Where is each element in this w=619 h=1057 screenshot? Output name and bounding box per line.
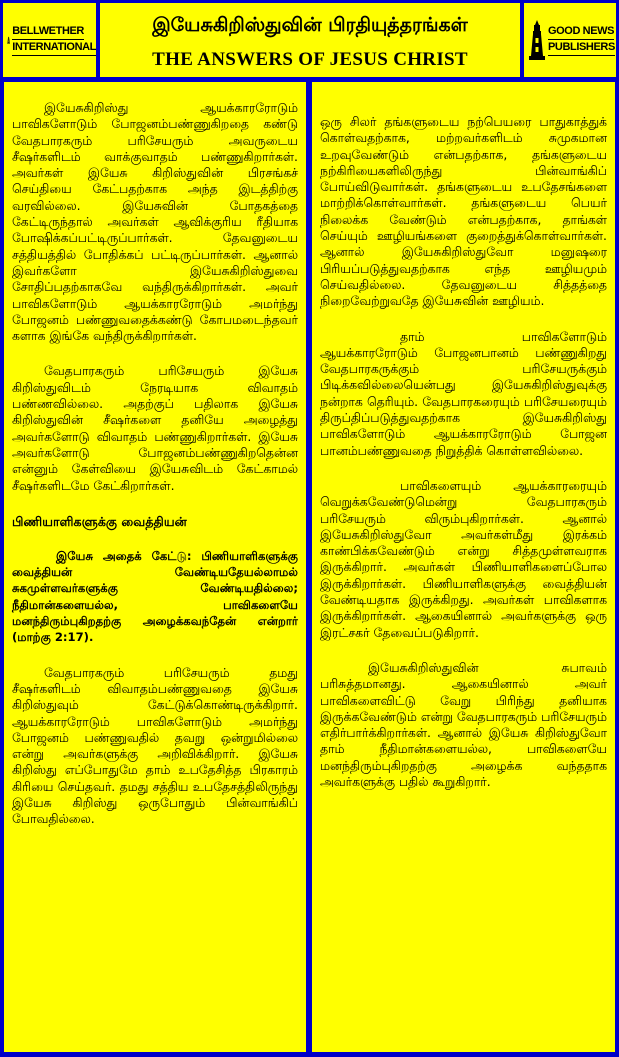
right-column — [312, 82, 615, 1052]
good-news-line2: PUBLISHERS — [548, 40, 615, 56]
paragraph: வேதபாரகரும் பரிசேயரும் இயேசு கிறிஸ்துவிடம் நேரடியாக விவாதம் பண்ணவில்லை. அதற்குப் பதிலாக இயேசு கிறிஸ்துவின் சீஷர்களை தனியே அழைத்து அவர்களோடு விவாதம் பண்ணுகிறார்கள். இயேசு அவர்களோடு போஜனம்பண்ணுகிறதென்ன என்னும் கேள்வியை இயேசுவிடம் கேட்காமல் சீஷர்களிடமே கேட்கிறார்கள். — [12, 363, 298, 493]
tower-icon — [528, 20, 546, 60]
left-column — [4, 82, 306, 1052]
page-title-english: THE ANSWERS OF JESUS CHRIST — [152, 49, 468, 70]
paragraph: இயேசுகிறிஸ்து ஆயக்காரரோடும் பாவிகளோடும் போஜனம்பண்ணுகிறதை கண்டு வேதபாரகரும் பரிசேயரும் அவருடைய சீஷர்களிடம் வாக்குவாதம் பண்ணுகிறார்கள். அவர்கள் இயேசு கிறிஸ்துவின் பிரசங்கச் செய்தியை கேட்பதற்காக அந்த இடத்திற்கு வரவில்லை. இயேசுவின் போதகத்தை கேட்டிருந்தால் அவர்கள் ஆவிக்குரிய ரீதியாக போஷிக்கப்பட்டிருப்பார்கள். தேவனுடைய சத்தியத்தில் போதிக்கப் பட்டிருப்பார்கள். ஆனால் இவர்களோ இயேசுகிறிஸ்துவை சோதிப்பதற்காகவே வந்திருக்கிறார்கள். அவர் பாவிகளோடும் ஆயக்காரரோடும் அமர்ந்து போஜனம் பண்ணுவதைக்கண்டு கோபமடைந்தவர் களாக இங்கே வந்திருக்கிறார்கள். — [12, 100, 298, 344]
paragraph: இயேசுகிறிஸ்துவின் சுபாவம் பரிசுத்தமானது. ஆகையினால் அவர் பாவிகளைவிட்டு வேறு பிரிந்து தனியாக இருக்கவேண்டும் என்று வேதபாரகரும் பரிசேயரும் எதிர்பார்க்கிறார்கள். ஆனால் இயேசு கிறிஸ்துவோ தாம் நீதிமான்களையல்ல, பாவிகளையே மனந்திரும்புகிறதற்கு அழைக்க வந்ததாக அவர்களுக்கு பதில் கூறுகிறார். — [320, 659, 607, 789]
paragraph: வேதபாரகரும் பரிசேயரும் தமது சீஷர்களிடம் விவாதம்பண்ணுவதை இயேசு கிறிஸ்துவும் கேட்டுக்கொண்டிருக்கிறார். ஆயக்காரரோடும் பாவிகளோடும் அமர்ந்து போஜனம் பண்ணுவதில் தவறு ஒன்றுமில்லை என்று அவர்களுக்கு அறிவிக்கிறார். இயேசு கிறிஸ்து எப்போதுமே தாம் உபதேசித்த பிரகாரம் கிரியை செய்தவர். தமது சத்திய உபதேசத்திலிருந்து இயேசு கிறிஸ்து ஒருபோதும் பின்வாங்கிப் போவதில்லை. — [12, 664, 298, 827]
paragraph: பாவிகளையும் ஆயக்காரரையும் வெறுக்கவேண்டுமென்று வேதபாரகரும் பரிசேயரும் விரும்புகிறார்கள். ஆனால் இயேசுகிறிஸ்துவோ அவர்கள்மீது இரக்கம் காண்பிக்கவேண்டும் என்று சித்தமுள்ளவராக இருக்கிறார். அவர்கள் பிணியாளிகளைப்போல இருக்கிறார்கள். பிணியாளிகளுக்கு வைத்தியன் வேண்டியதாக இருக்கிறது. அவர்கள் பாவிகளாக இருக்கிறார்கள். ஆகையினால் அவர்களுக்கு ஒரு இரட்சகர் தேவைப்படுகிறார். — [320, 477, 607, 640]
page-header — [3, 3, 616, 77]
bellwether-line2: INTERNATIONAL — [12, 40, 96, 56]
page-title-tamil: இயேசுகிறிஸ்துவின் பிரதியுத்தரங்கள் — [152, 14, 468, 36]
paragraph: தாம் பாவிகளோடும் ஆயக்காரரோடும் போஜனபானம் பண்ணுகிறது வேதபாரகருக்கும் பரிசேயருக்கும் பிடிக்கவில்லையென்பது இயேசுகிறிஸ்துவுக்கு நன்றாக தெரியும். வேதபாரகரையும் பரிசேயரையும் திருப்திப்படுத்துவதற்காக இயேசுகிறிஸ்து பாவிகளோடும் ஆயக்காரரோடும் போஜன பானம்பண்ணுவதை நிறுத்திக் கொள்ளவில்லை. — [320, 328, 607, 458]
bellwether-line1: BELLWETHER — [12, 24, 84, 40]
title-box — [100, 3, 520, 77]
paragraph: ஒரு சிலர் தங்களுடைய நற்பெயரை பாதுகாத்துக் கொள்வதற்காக, மற்றவர்களிடம் சுமுகமான உறவுவேண்டும் என்பதற்காக, தங்களுடைய நற்கிரியைகளிலிருந்து பின்வாங்கிப் போய்விடுவார்கள். தங்களுடைய உபதேசங்களை மாற்றிக்கொள்வார்கள். தங்களுடைய பெயர் நிலைக்க வேண்டும் என்பதற்காக, தாங்கள் செய்யும் ஊழியங்களை குறைத்துக்கொள்வார்கள். ஆனால் இயேசுகிறிஸ்துவோ மனுஷரை பிரியப்படுத்துவதற்காக எந்த ஊழியமும் செய்வதில்லை. தேவனுடைய சித்தத்தை நிறைவேற்றுவதே இயேசுவின் ஊழியம். — [320, 114, 607, 309]
bellwether-logo — [3, 3, 96, 77]
good-news-line1: GOOD NEWS — [548, 24, 614, 40]
scripture-quote: இயேசு அதைக் கேட்டு: பிணியாளிகளுக்கு வைத்தியன் வேண்டியதேயல்லாமல் சுகமுள்ளவர்களுக்கு வேண்டியதில்லை; நீதிமான்களையல்ல, பாவிகளையே மனந்திரும்புகிறதற்கு அழைக்கவந்தேன் என்றார் (மாற்கு 2:17). — [12, 548, 298, 645]
tower-icon — [7, 20, 10, 60]
section-heading: பிணியாளிகளுக்கு வைத்தியன் — [12, 513, 187, 529]
good-news-logo — [524, 3, 616, 77]
